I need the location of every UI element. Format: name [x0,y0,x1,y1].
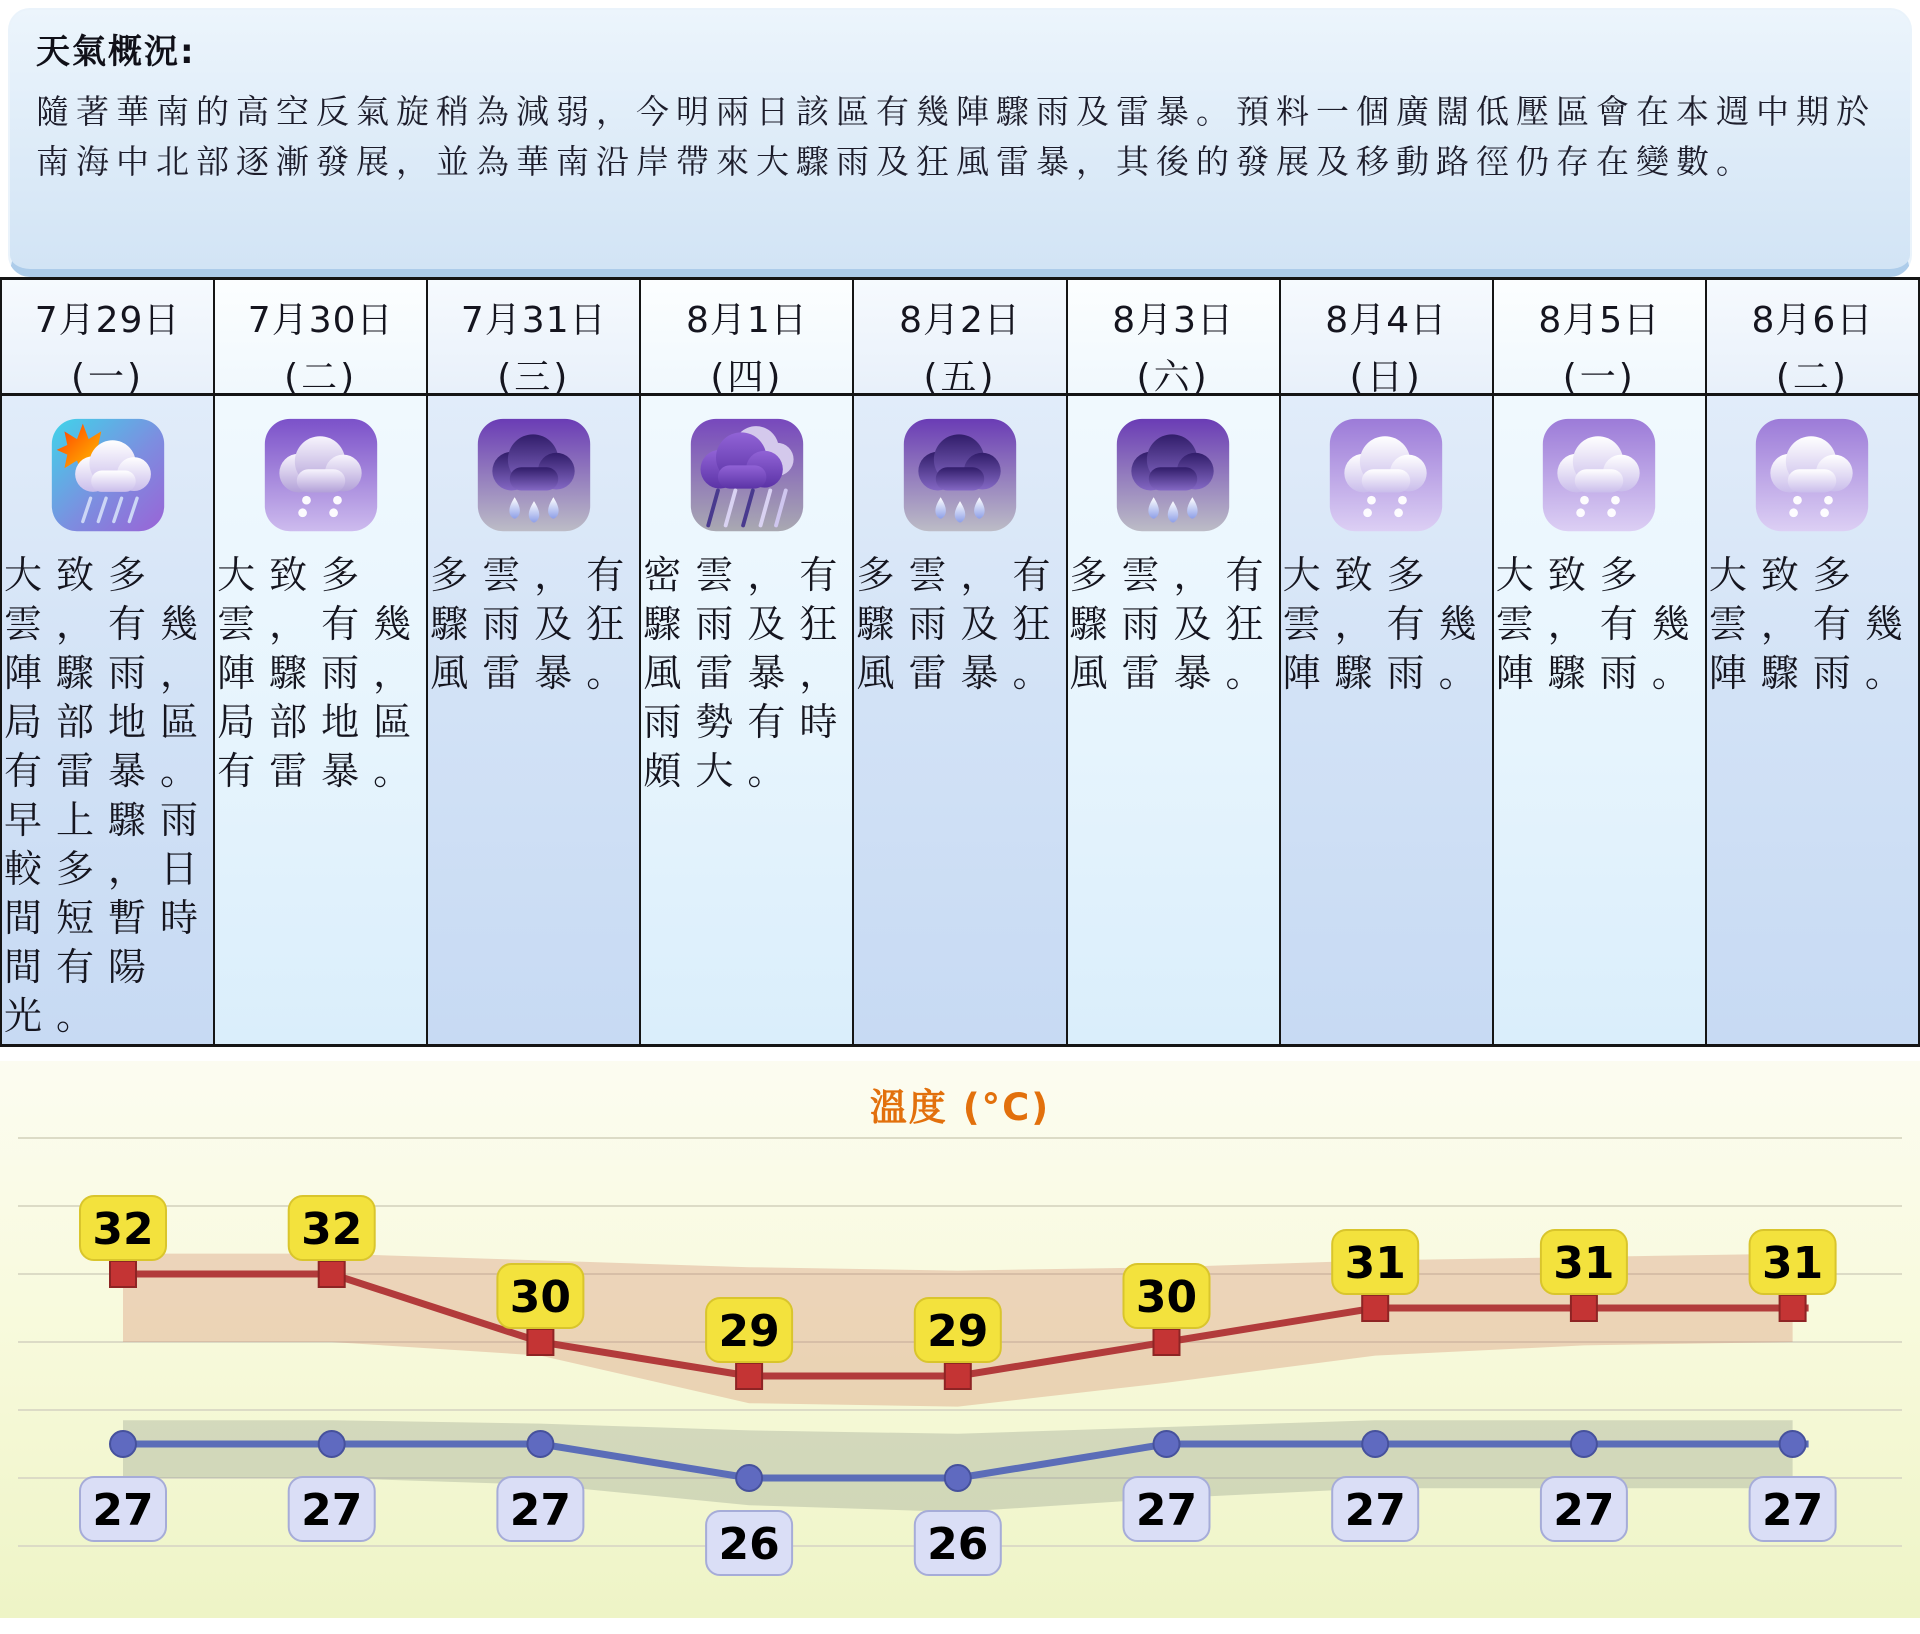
day-header [1281,280,1492,396]
svg-text:32: 32 [301,1204,363,1255]
day-weekday: (三) [497,357,571,398]
day-description: 大致多雲，有幾陣驟雨，局部地區有雷暴。 [217,553,426,793]
day-date: 7月30日 [247,300,394,341]
min-temp-label [1541,1477,1627,1541]
day-header [1068,280,1279,396]
day-date: 8月3日 [1112,300,1234,341]
day-weekday: (二) [284,357,358,398]
day-description: 多雲，有驟雨及狂風雷暴。 [856,553,1065,695]
day-description: 多雲，有驟雨及狂風雷暴。 [1069,553,1278,695]
svg-text:30: 30 [509,1272,572,1323]
weather-summary-section [0,0,1920,277]
day-body [215,396,426,1044]
min-temp-label [706,1511,792,1575]
forecast-day-column-3 [428,280,641,1044]
min-temp-marker [527,1431,553,1457]
max-temp-label [1750,1230,1836,1294]
min-temp-marker [110,1431,136,1457]
day-date: 8月5日 [1538,300,1661,341]
summary-text: 隨著華南的高空反氣旋稍為減弱，今明兩日該區有幾陣驟雨及雷暴。預料一個廣闊低壓區會在本週中期於南海中北部逐漸發展，並為華南沿岸帶來大驟雨及狂風雷暴，其後的發展及移動路徑仍存在變數。 [36,92,1876,181]
light-cloud-drizzle-icon [1324,413,1448,537]
day-description: 大致多雲，有幾陣驟雨。 [1708,553,1917,695]
day-date: 7月31日 [460,300,607,341]
forecast-day-column-4 [641,280,854,1044]
forecast-day-column-2 [215,280,428,1044]
max-temp-label [706,1298,792,1362]
day-header [854,280,1065,396]
forecast-day-column-8 [1494,280,1707,1044]
svg-text:31: 31 [1553,1238,1615,1289]
max-temp-label [1124,1264,1210,1328]
day-body [428,396,639,1044]
svg-text:30: 30 [1135,1272,1198,1323]
min-temp-label [80,1477,166,1541]
max-temp-marker [1362,1295,1388,1321]
svg-text:26: 26 [718,1519,780,1570]
min-temp-marker [1571,1431,1597,1457]
max-temp-marker [736,1363,762,1389]
min-temp-marker [1154,1431,1180,1457]
min-temp-marker [319,1431,345,1457]
day-header [428,280,639,396]
day-date: 8月6日 [1751,300,1874,341]
day-header [215,280,426,396]
day-weekday: (一) [1562,357,1636,398]
svg-text:31: 31 [1761,1238,1824,1289]
day-body [1281,396,1492,1044]
min-temp-marker [945,1465,971,1491]
day-body [641,396,852,1044]
day-weekday: (六) [1136,357,1210,398]
max-temp-marker [319,1261,345,1287]
day-header [2,280,213,396]
max-temp-label [1332,1230,1418,1294]
max-temp-label [289,1196,375,1260]
day-description: 大致多雲，有幾陣驟雨。 [1282,553,1491,695]
max-temp-label [915,1298,1001,1362]
day-body [1494,396,1705,1044]
day-header [1707,280,1918,396]
max-temp-marker [1571,1295,1597,1321]
summary-title: 天氣概況: [36,32,196,72]
day-weekday: (二) [1775,357,1849,398]
weather-summary-box [8,8,1912,277]
clouds-heavy-rain-icon [685,413,809,537]
dark-cloud-rain-icon [472,413,596,537]
day-body [1707,396,1918,1044]
max-temp-marker [1154,1329,1180,1355]
temperature-chart-section [0,1061,1920,1618]
svg-text:27: 27 [301,1485,363,1536]
dark-cloud-rain-icon [1111,413,1235,537]
svg-text:26: 26 [927,1519,989,1570]
day-date: 8月1日 [685,300,808,341]
light-cloud-drizzle-icon [1750,413,1874,537]
min-temp-marker [1362,1431,1388,1457]
day-header [1494,280,1705,396]
max-temp-marker [527,1329,553,1355]
day-header [641,280,852,396]
min-temp-label [1124,1477,1210,1541]
svg-text:32: 32 [92,1204,154,1255]
day-body [2,396,213,1044]
min-temp-marker [736,1465,762,1491]
max-temp-label [497,1264,583,1328]
min-temp-label [915,1511,1001,1575]
forecast-day-column-9 [1707,280,1920,1044]
svg-text:27: 27 [509,1485,572,1536]
day-description: 密雲，有驟雨及狂風雷暴，雨勢有時頗大。 [643,553,852,793]
dark-cloud-rain-icon [898,413,1022,537]
max-temp-marker [945,1363,971,1389]
forecast-day-column-6 [1068,280,1281,1044]
forecast-day-column-7 [1281,280,1494,1044]
day-description: 多雲，有驟雨及狂風雷暴。 [430,553,639,695]
day-weekday: (四) [710,357,784,398]
day-weekday: (五) [923,357,997,398]
svg-text:29: 29 [927,1306,989,1357]
min-temp-label [1750,1477,1836,1541]
max-temp-marker [110,1261,136,1287]
temperature-chart [0,1061,1920,1618]
day-weekday: (日) [1349,357,1423,398]
max-temp-label [1541,1230,1627,1294]
svg-text:27: 27 [1761,1485,1824,1536]
min-temp-label [497,1477,583,1541]
sun-cloud-showers-icon [46,413,170,537]
svg-text:29: 29 [718,1306,780,1357]
light-cloud-drizzle-icon [1537,413,1661,537]
day-body [1068,396,1279,1044]
svg-text:27: 27 [1344,1485,1406,1536]
forecast-table [0,277,1920,1047]
max-temp-marker [1780,1295,1806,1321]
svg-text:31: 31 [1344,1238,1406,1289]
min-temp-label [1332,1477,1418,1541]
day-date: 7月29日 [34,300,181,341]
svg-text:27: 27 [92,1485,154,1536]
forecast-day-column-1 [0,280,215,1044]
forecast-day-column-5 [854,280,1067,1044]
min-temp-label [289,1477,375,1541]
svg-text:27: 27 [1553,1485,1615,1536]
day-description: 大致多雲，有幾陣驟雨，局部地區有雷暴。早上驟雨較多，日間短暫時間有陽光。 [4,553,213,1038]
svg-text:27: 27 [1135,1485,1198,1536]
chart-title: 溫度 (°C) [869,1086,1051,1129]
day-date: 8月4日 [1325,300,1448,341]
day-body [854,396,1065,1044]
day-weekday: (一) [71,357,145,398]
day-description: 大致多雲，有幾陣驟雨。 [1495,553,1704,695]
max-temp-label [80,1196,166,1260]
cloud-drizzle-icon [259,413,383,537]
day-date: 8月2日 [899,300,1021,341]
min-temp-marker [1780,1431,1806,1457]
